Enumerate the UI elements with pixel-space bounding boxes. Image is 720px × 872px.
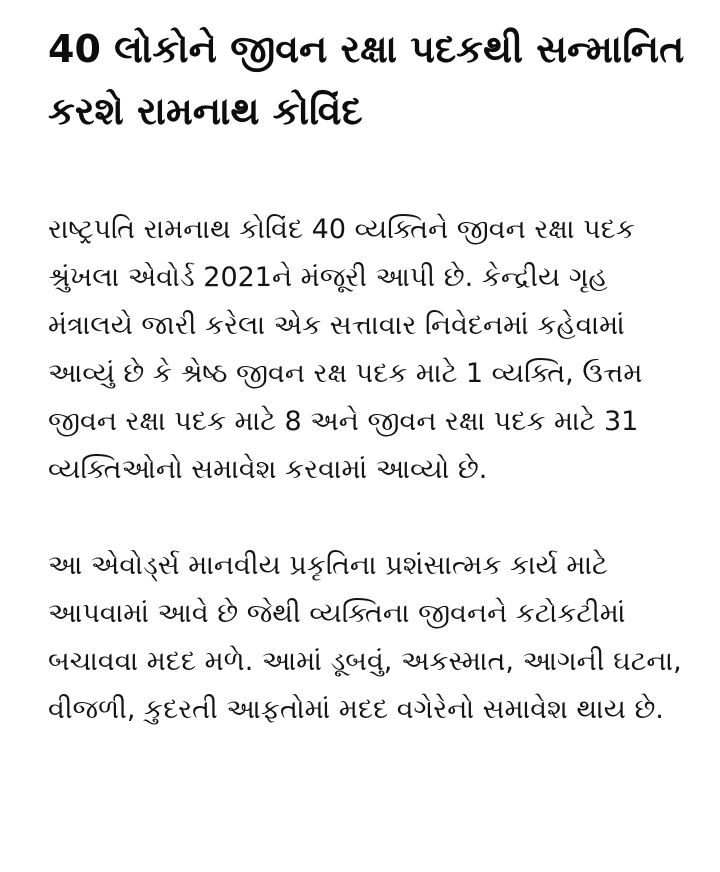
article-paragraph: આ એવોર્ડ્સ માનવીય પ્રકૃતિના પ્રશંસાત્મક કાર્ય માટે આપવામાં આવે છે જેથી વ્યક્તિના જીવનને કટોકટીમાં બચાવવા મદદ મળે. આમાં ડૂબવું, અકસ્માત, આગની ઘટના, વીજળી, કુદરતી આફતોમાં મદદ વગેરેનો સમાવેશ થાય છે. — [48, 550, 682, 725]
article-paragraph: રાષ્ટ્રપતિ રામનાથ કોવિંદ 40 વ્યક્તિને જીવન રક્ષા પદક શ્રુંખલા એવોર્ડ 2021ને મંજૂરી આપી છે. કેન્દ્રીય ગૃહ મંત્રાલયે જારી કરેલા એક સત્તાવાર નિવેદનમાં કહેવામાં આવ્યું છે કે શ્રેષ્ઠ જીવન રક્ષ પદક માટે 1 વ્યક્તિ, ઉત્તમ જીવન રક્ષા પદક માટે 8 અને જીવન રક્ષા પદક માટે 31 વ્યક્તિઓનો સમાવેશ કરવામાં આવ્યો છે. — [48, 214, 643, 485]
article-headline: 40 લોકોને જીવન રક્ષા પદકથી સન્માનિત કરશે રામનાથ કોવિંદ — [48, 27, 685, 133]
article — [48, 18, 688, 734]
